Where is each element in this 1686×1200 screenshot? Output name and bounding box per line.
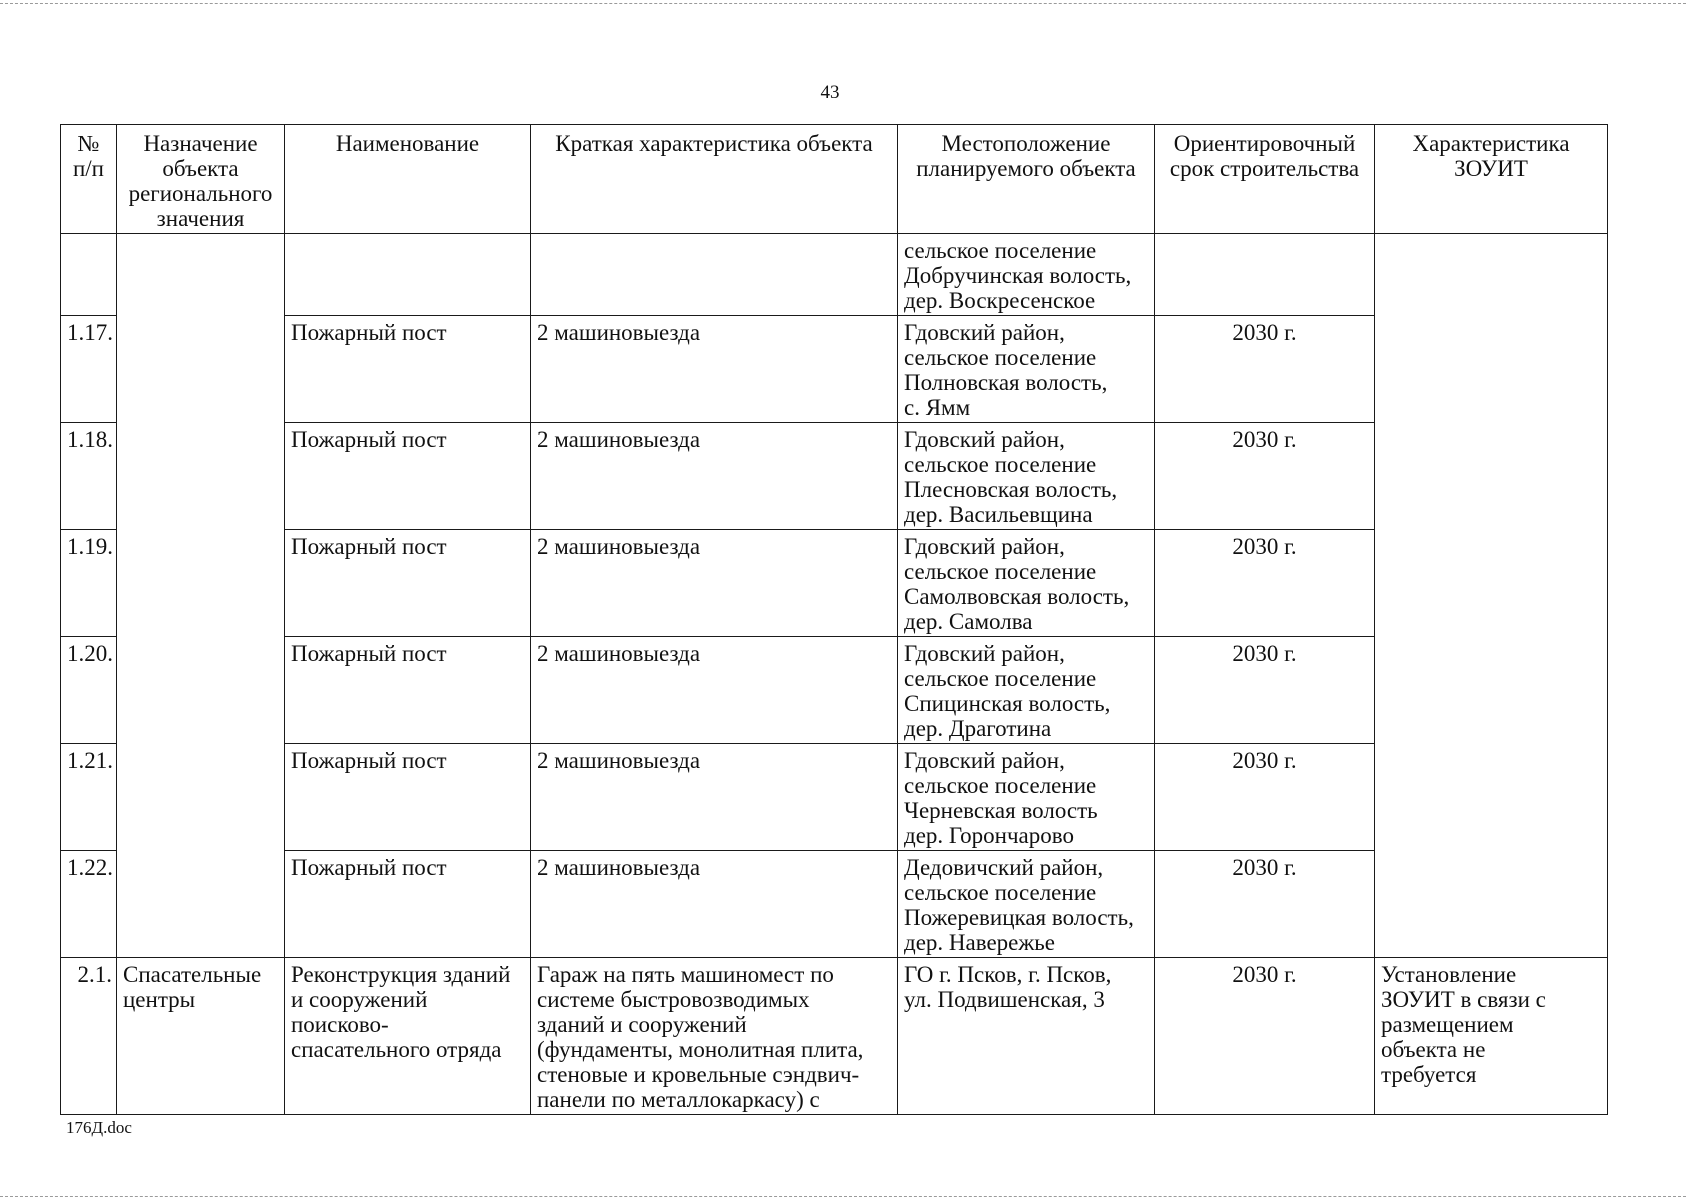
description-line: зданий и сооружений: [537, 1012, 747, 1037]
cell-description: 2 машиновыезда: [531, 744, 898, 851]
cell-term: 2030 г.: [1155, 744, 1375, 851]
name-line: и сооружений: [291, 987, 428, 1012]
header-line: ЗОУИТ: [1454, 156, 1528, 181]
cell-term: 2030 г.: [1155, 316, 1375, 423]
location-line: Гдовский район,: [904, 320, 1065, 345]
cell-name: Пожарный пост: [285, 637, 531, 744]
cell-location: [898, 316, 1155, 423]
table-row-last: [61, 958, 1608, 1115]
location-line: сельское поселение: [904, 238, 1097, 263]
cell-name: Пожарный пост: [285, 316, 531, 423]
location-line: Спицинская волость,: [904, 691, 1111, 716]
cell-description: 2 машиновыезда: [531, 637, 898, 744]
cell-term: 2030 г.: [1155, 423, 1375, 530]
cell-number: [61, 234, 117, 316]
description-line: панели по металлокаркасу) с: [537, 1087, 820, 1112]
cell-number: 1.22.: [61, 851, 117, 958]
cell-purpose: [117, 958, 285, 1115]
location-line: дер. Навережье: [904, 930, 1055, 955]
cell-location: [898, 423, 1155, 530]
cell-term: 2030 г.: [1155, 637, 1375, 744]
cell-zouit: [1375, 958, 1608, 1115]
scan-edge-bottom: [0, 1196, 1686, 1197]
location-line: дер. Самолва: [904, 609, 1033, 634]
location-line: ул. Подвишенская, 3: [904, 987, 1105, 1012]
purpose-line: Спасательные: [123, 962, 262, 987]
header-line: значения: [156, 206, 245, 231]
cell-description: 2 машиновыезда: [531, 530, 898, 637]
cell-name: [285, 958, 531, 1115]
header-zouit: [1375, 125, 1608, 234]
header-name: [285, 125, 531, 234]
cell-location: [898, 234, 1155, 316]
zouit-line: ЗОУИТ в связи с: [1381, 987, 1546, 1012]
zouit-line: требуется: [1381, 1062, 1477, 1087]
location-line: с. Ямм: [904, 395, 971, 420]
location-line: Гдовский район,: [904, 641, 1065, 666]
cell-name: Пожарный пост: [285, 530, 531, 637]
header-line: объекта: [162, 156, 239, 181]
cell-description: [531, 958, 898, 1115]
header-line: №: [77, 131, 100, 156]
header-line: Ориентировочный: [1173, 131, 1356, 156]
cell-number: 1.18.: [61, 423, 117, 530]
cell-description: 2 машиновыезда: [531, 316, 898, 423]
cell-description: [531, 234, 898, 316]
cell-location: [898, 744, 1155, 851]
location-line: Пожеревицкая волость,: [904, 905, 1134, 930]
location-line: Самолвовская волость,: [904, 584, 1130, 609]
header-number: [61, 125, 117, 234]
document-code: 176Д.doc: [66, 1118, 132, 1137]
location-line: ГО г. Псков, г. Псков,: [904, 962, 1112, 987]
location-line: дер. Горончарово: [904, 823, 1074, 848]
purpose-line: центры: [123, 987, 196, 1012]
header-term: [1155, 125, 1375, 234]
cell-term: 2030 г.: [1155, 851, 1375, 958]
location-line: Дедовичский район,: [904, 855, 1104, 880]
name-line: спасательного отряда: [291, 1037, 502, 1062]
header-line: п/п: [72, 156, 104, 181]
cell-term: [1155, 234, 1375, 316]
header-line: Наименование: [335, 131, 480, 156]
header-line: регионального: [128, 181, 273, 206]
location-line: Гдовский район,: [904, 427, 1065, 452]
description-line: системе быстровозводимых: [537, 987, 810, 1012]
cell-number: 1.20.: [61, 637, 117, 744]
header-line: Краткая характеристика объекта: [555, 131, 873, 156]
header-location: [898, 125, 1155, 234]
cell-zouit-merged: [1375, 234, 1608, 958]
name-line: Реконструкция зданий: [291, 962, 511, 987]
name-line: поисково-: [291, 1012, 389, 1037]
zouit-line: Установление: [1381, 962, 1517, 987]
zouit-line: объекта не: [1381, 1037, 1486, 1062]
header-purpose: [117, 125, 285, 234]
description-line: Гараж на пять машиномест по: [537, 962, 834, 987]
location-line: сельское поселение: [904, 559, 1097, 584]
description-line: стеновые и кровельные сэндвич-: [537, 1062, 860, 1087]
location-line: сельское поселение: [904, 773, 1097, 798]
location-line: дер. Воскресенское: [904, 288, 1096, 313]
location-line: сельское поселение: [904, 880, 1097, 905]
cell-number: 2.1.: [61, 958, 117, 1115]
location-line: Гдовский район,: [904, 748, 1065, 773]
cell-number: 1.21.: [61, 744, 117, 851]
location-line: Гдовский район,: [904, 534, 1065, 559]
zouit-line: размещением: [1381, 1012, 1514, 1037]
cell-number: 1.19.: [61, 530, 117, 637]
header-line: Местоположение: [941, 131, 1111, 156]
cell-name: Пожарный пост: [285, 423, 531, 530]
header-line: Характеристика: [1412, 131, 1570, 156]
table-row-continued: [61, 234, 1608, 316]
cell-purpose-merged: [117, 234, 285, 958]
location-line: сельское поселение: [904, 452, 1097, 477]
cell-name: [285, 234, 531, 316]
cell-description: 2 машиновыезда: [531, 851, 898, 958]
location-line: дер. Драготина: [904, 716, 1052, 741]
cell-name: Пожарный пост: [285, 851, 531, 958]
location-line: дер. Васильевщина: [904, 502, 1093, 527]
cell-number: 1.17.: [61, 316, 117, 423]
cell-location: [898, 637, 1155, 744]
table-header-row: [61, 125, 1608, 234]
location-line: Плесновская волость,: [904, 477, 1118, 502]
cell-location: [898, 851, 1155, 958]
header-description: [531, 125, 898, 234]
location-line: Черневская волость: [904, 798, 1098, 823]
header-line: срок строительства: [1169, 156, 1360, 181]
location-line: сельское поселение: [904, 666, 1097, 691]
cell-term: 2030 г.: [1155, 958, 1375, 1115]
scan-edge-top: [0, 3, 1686, 4]
document-table: [60, 124, 1608, 1115]
location-line: сельское поселение: [904, 345, 1097, 370]
header-line: Назначение: [143, 131, 258, 156]
cell-name: Пожарный пост: [285, 744, 531, 851]
cell-description: 2 машиновыезда: [531, 423, 898, 530]
header-line: планируемого объекта: [916, 156, 1136, 181]
location-line: Добручинская волость,: [904, 263, 1132, 288]
location-line: Полновская волость,: [904, 370, 1108, 395]
description-line: (фундаменты, монолитная плита,: [537, 1037, 864, 1062]
cell-location: [898, 958, 1155, 1115]
cell-location: [898, 530, 1155, 637]
page-number: 43: [820, 82, 840, 103]
cell-term: 2030 г.: [1155, 530, 1375, 637]
